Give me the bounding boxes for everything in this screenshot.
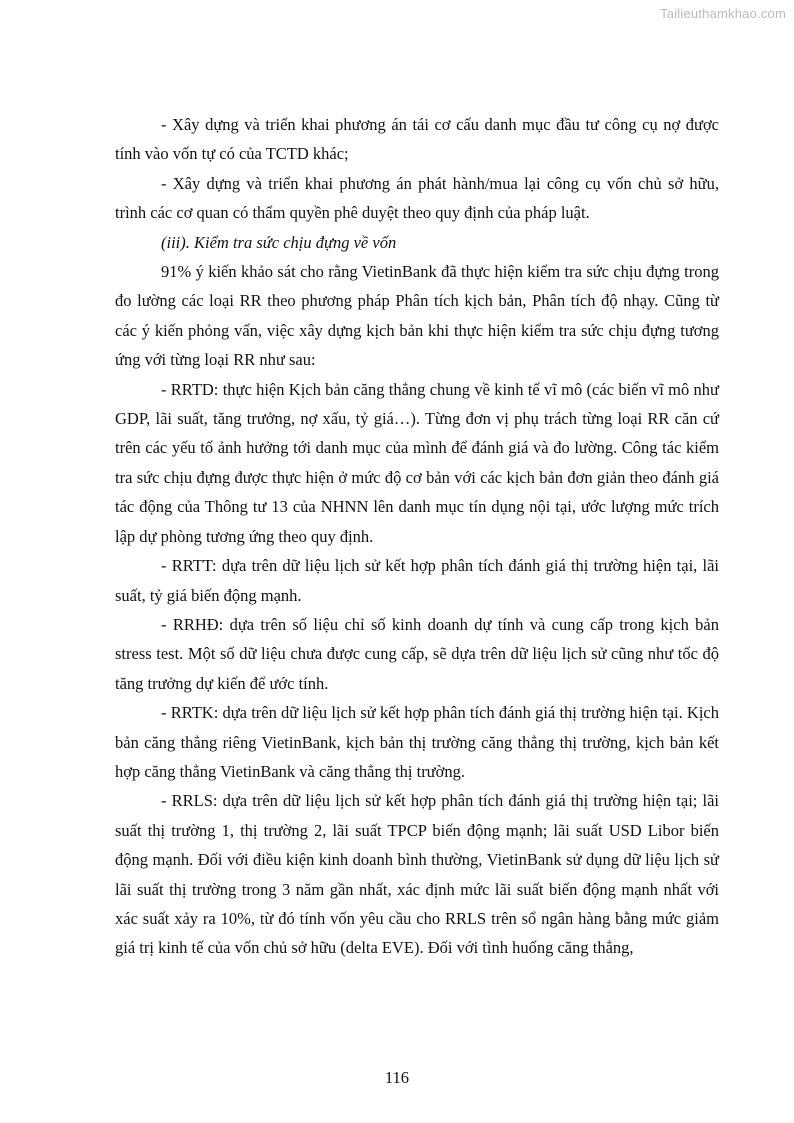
page-number: 116 [384, 1068, 410, 1087]
paragraph-survey-intro: 91% ý kiến khảo sát cho rằng VietinBank đã thực hiện kiểm tra sức chịu đựng trong đo lường các loại RR theo phương pháp Phân tích kịch bản, Phân tích độ nhạy. Cũng từ các ý kiến phỏng vấn, việc xây dựng kịch bản khi thực hiện kiểm tra sức chịu đựng tương ứng với từng loại RR như sau: [115, 262, 719, 370]
document-body [115, 110, 719, 963]
paragraph-rrls: - RRLS: dựa trên dữ liệu lịch sử kết hợp phân tích đánh giá thị trường hiện tại; lãi suất thị trường 1, thị trường 2, lãi suất TPCP biến động mạnh; lãi suất USD Libor biến động mạnh. Đối với điều kiện kinh doanh bình thường, VietinBank sử dụng dữ liệu lịch sử lãi suất thị trường trong 3 năm gần nhất, xác định mức lãi suất biến động mạnh nhất với xác suất xảy ra 10%, từ đó tính vốn yêu cầu cho RRLS trên sổ ngân hàng bằng mức giảm giá trị kinh tế của vốn chủ sở hữu (delta EVE). Đối với tình huống căng thẳng, [115, 791, 719, 958]
paragraph-bullet-equity-instruments: - Xây dựng và triển khai phương án phát hành/mua lại công cụ vốn chủ sở hữu, trình các cơ quan có thẩm quyền phê duyệt theo quy định của pháp luật. [115, 173, 719, 223]
paragraph-rrtd: - RRTD: thực hiện Kịch bản căng thẳng chung về kinh tế vĩ mô (các biến vĩ mô như GDP, lãi suất, tăng trưởng, nợ xấu, tỷ giá…). Từng đơn vị phụ trách từng loại RR căn cứ trên các yếu tố ảnh hưởng tới danh mục của mình để đánh giá và đo lường. Công tác kiểm tra sức chịu đựng được thực hiện ở mức độ cơ bản với các kịch bản đơn giản theo đánh giá tác động của Thông tư 13 của NHNN lên danh mục tín dụng nội tại, ước lượng mức trích lập dự phòng tương ứng theo quy định. [115, 379, 719, 546]
paragraph-rrtt: - RRTT: dựa trên dữ liệu lịch sử kết hợp phân tích đánh giá thị trường hiện tại, lãi suất, tỷ giá biến động mạnh. [115, 556, 719, 605]
paragraph-rrtk: - RRTK: dựa trên dữ liệu lịch sử kết hợp phân tích đánh giá thị trường hiện tại. Kịch bản căng thẳng riêng VietinBank, kịch bản thị trường căng thẳng thị trường, kịch bản kết hợp căng thẳng VietinBank và căng thẳng thị trường. [115, 703, 719, 781]
watermark: Tailieuthamkhao.com [660, 6, 786, 21]
paragraph-bullet-debt-instruments: - Xây dựng và triển khai phương án tái cơ cấu danh mục đầu tư công cụ nợ được tính vào vốn tự có của TCTD khác; [115, 115, 719, 164]
paragraph-rrhd: - RRHĐ: dựa trên số liệu chỉ số kinh doanh dự tính và cung cấp trong kịch bản stress test. Một số dữ liệu chưa được cung cấp, sẽ dựa trên dữ liệu lịch sử cũng như tốc độ tăng trưởng dự kiến để ước tính. [115, 614, 719, 693]
section-heading-capital-stress-test: (iii). Kiểm tra sức chịu đựng về vốn [161, 232, 397, 252]
